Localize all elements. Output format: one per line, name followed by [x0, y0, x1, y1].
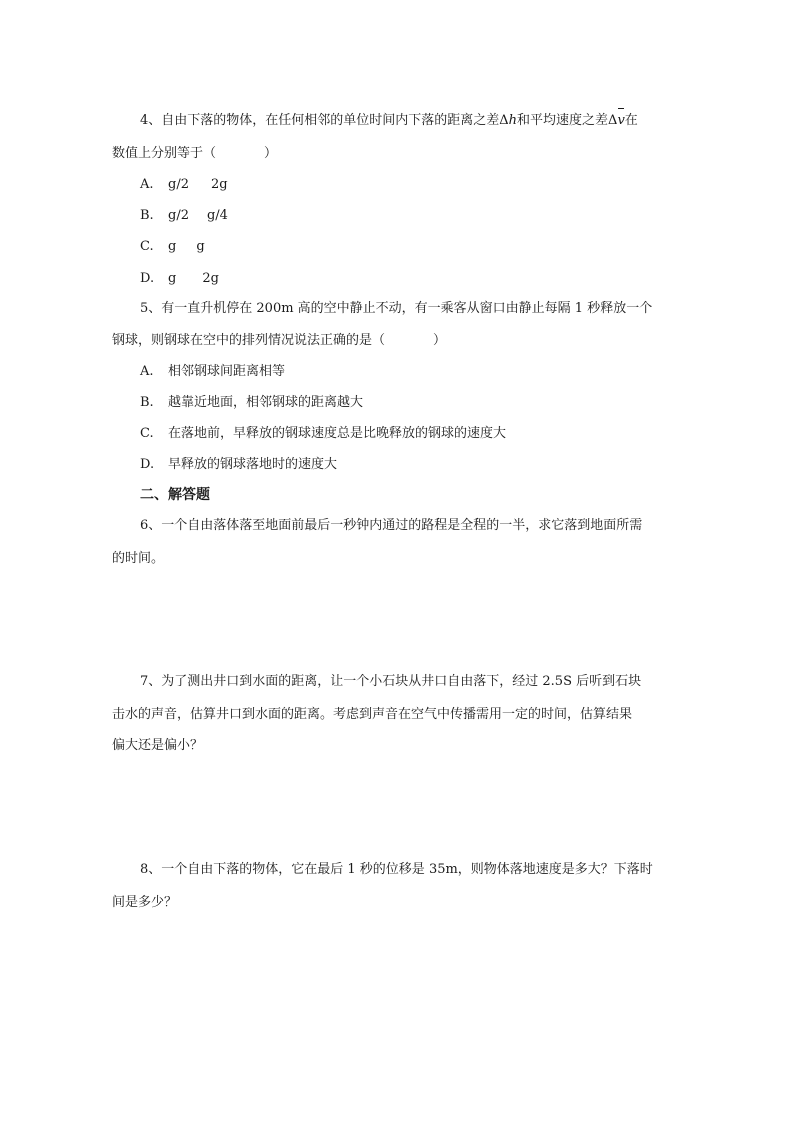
q5-option-b — [140, 393, 363, 413]
q4-line-1 — [140, 111, 638, 131]
q5-paren-close: ） — [433, 333, 447, 348]
option-value-1: g — [168, 271, 177, 286]
option-value-1: g/2 — [168, 208, 189, 223]
q7-line-3: 偏大还是偏小？ — [112, 738, 204, 753]
q4-option-c — [140, 237, 205, 257]
option-text: 相邻钢球间距离相等 — [168, 364, 286, 379]
option-text: 越靠近地面，相邻钢球的距离越大 — [168, 395, 364, 410]
q4-text-suffix: 在 — [624, 113, 638, 128]
q4-paren-close: ） — [264, 146, 278, 161]
option-text: 早释放的钢球落地时的速度大 — [168, 457, 338, 472]
option-label: B. — [140, 208, 154, 223]
q4-line-2 — [112, 144, 277, 164]
q5-option-a — [140, 362, 285, 382]
option-label: A. — [140, 177, 154, 192]
q8-line-1: 8、一个自由下落的物体，它在最后 1 秒的位移是 35m，则物体落地速度是多大？下落时 — [140, 862, 653, 877]
q4-option-d — [140, 269, 219, 289]
q5-line-1: 5、有一直升机停在 200m 高的空中静止不动，有一乘客从窗口由静止每隔 1 秒释放一个 — [140, 301, 653, 316]
q7-line-2: 击水的声音，估算井口到水面的距离。考虑到声音在空气中传播需用一定的时间，估算结果 — [112, 707, 633, 722]
option-value-2: 2g — [202, 271, 219, 286]
q5-question-stem: 钢球，则钢球在空中的排列情况说法正确的是（ — [112, 333, 386, 348]
option-value-2: 2g — [210, 177, 228, 192]
q7-line-1: 7、为了测出井口到水面的距离，让一个小石块从井口自由落下，经过 2.5S 后听到石块 — [140, 674, 642, 689]
section-heading: 二、解答题 — [140, 487, 210, 503]
option-value-2: g/4 — [206, 208, 228, 223]
option-text: 在落地前，早释放的钢球速度总是比晚释放的钢球的速度大 — [168, 426, 507, 441]
option-label: B. — [140, 395, 154, 410]
q4-option-a — [140, 175, 228, 195]
option-label: C. — [140, 239, 154, 254]
q4-option-b — [140, 206, 228, 226]
q5-option-d — [140, 455, 337, 475]
q4-symbol-v-bar: v — [617, 111, 624, 131]
option-label: D. — [140, 457, 155, 472]
q4-text-prefix: 4、自由下落的物体，在任何相邻的单位时间内下落的距离之差Δ — [140, 113, 509, 128]
option-value-1: g/2 — [168, 177, 189, 192]
option-label: A. — [140, 364, 154, 379]
option-value-2: g — [196, 239, 205, 254]
q4-symbol-h: h — [508, 113, 518, 128]
q5-line-2 — [112, 331, 446, 351]
option-label: C. — [140, 426, 154, 441]
q5-option-c — [140, 424, 506, 444]
q6-line-1: 6、一个自由落体落至地面前最后一秒钟内通过的路程是全程的一半，求它落到地面所需 — [140, 518, 643, 533]
q4-question-stem: 数值上分别等于（ — [112, 146, 217, 161]
q6-line-2: 的时间。 — [112, 551, 165, 566]
q8-line-2: 间是多少？ — [112, 895, 178, 910]
option-value-1: g — [168, 239, 177, 254]
option-label: D. — [140, 271, 155, 286]
q4-text-mid: 和平均速度之差Δ — [517, 113, 618, 128]
